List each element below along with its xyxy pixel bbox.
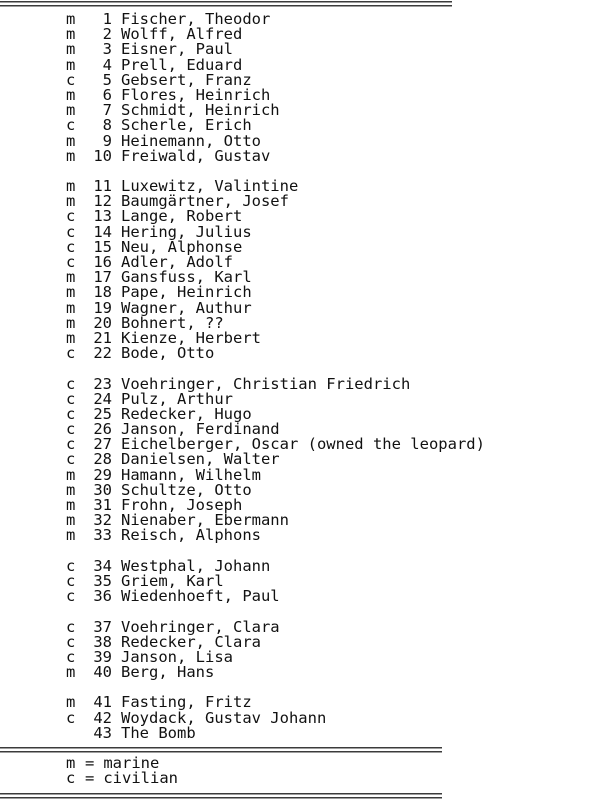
top-double-rule (0, 1, 452, 7)
entry-number: 7 (102, 101, 112, 120)
entry-type: c (66, 556, 76, 575)
entry-name: Bode, Otto (121, 344, 215, 363)
entry-name: Freiwald, Gustav (121, 146, 271, 165)
entry-number: 40 (93, 663, 112, 682)
entry-name: Wolff, Alfred (121, 25, 243, 44)
entry-number: 25 (93, 404, 112, 423)
entry-number: 12 (93, 192, 112, 211)
entry-number: 16 (93, 253, 112, 271)
entry-type: m (66, 298, 76, 317)
roster-entry (66, 665, 596, 680)
entry-type: m (66, 85, 76, 104)
entry-name: Reisch, Alphons (121, 526, 261, 545)
entry-type: c (66, 708, 76, 727)
entry-number: 5 (102, 70, 112, 89)
entry-number: 17 (93, 268, 112, 287)
roster-list (66, 12, 596, 756)
entry-type: m (66, 328, 76, 347)
entry-number: 31 (93, 496, 112, 514)
entry-type: c (66, 70, 76, 89)
legend-equals: = (85, 754, 95, 772)
entry-number: 38 (93, 632, 112, 651)
entry-number: 43 (93, 723, 112, 742)
entry-name: Eisner, Paul (121, 40, 233, 59)
entry-number: 15 (93, 237, 112, 256)
entry-number: 28 (93, 450, 112, 469)
legend-equals: = (85, 769, 95, 788)
entry-type: c (66, 587, 76, 606)
roster-group (66, 556, 596, 606)
legend-meaning: civilian (103, 769, 178, 788)
entry-type: m (66, 283, 76, 302)
entry-name: Eichelberger, Oscar (owned the leopard) (121, 435, 485, 454)
entry-type: c (66, 571, 76, 590)
entry-name: Schultze, Otto (121, 480, 252, 499)
entry-number: 2 (102, 25, 112, 44)
roster-group (66, 179, 596, 361)
entry-name: The Bomb (121, 723, 196, 742)
entry-type: m (66, 693, 76, 712)
entry-name: Griem, Karl (121, 571, 224, 590)
roster-entry (66, 346, 596, 361)
entry-type: m (66, 480, 76, 499)
entry-type: m (66, 663, 76, 682)
entry-number: 1 (102, 10, 112, 28)
entry-name: Pape, Heinrich (121, 283, 252, 302)
entry-name: Lange, Robert (121, 207, 243, 226)
entry-name: Woydack, Gustav Johann (121, 708, 327, 727)
roster-entry (66, 146, 596, 165)
entry-name: Pulz, Arthur (121, 389, 233, 408)
entry-number: 26 (93, 420, 112, 439)
entry-name: Fischer, Theodor (121, 10, 271, 28)
entry-type: m (66, 55, 76, 74)
entry-name: Schmidt, Heinrich (121, 101, 280, 120)
entry-type: m (66, 146, 76, 165)
roster-group (66, 695, 596, 741)
entry-name: Scherle, Erich (121, 116, 252, 135)
entry-number: 10 (93, 146, 112, 165)
entry-number: 14 (93, 222, 112, 241)
entry-number: 37 (93, 617, 112, 636)
entry-number: 22 (93, 344, 112, 363)
bottom-double-rule (0, 793, 442, 799)
roster-group (66, 12, 596, 164)
entry-number: 19 (93, 298, 112, 317)
entry-name: Heinemann, Otto (121, 131, 261, 150)
entry-name: Bohnert, ?? (121, 313, 224, 332)
entry-type: m (66, 177, 76, 196)
entry-name: Kienze, Herbert (121, 328, 261, 347)
entry-number: 36 (93, 587, 112, 606)
entry-name: Westphal, Johann (121, 556, 271, 575)
entry-name: Gebsert, Franz (121, 70, 252, 89)
entry-number: 34 (93, 556, 112, 575)
entry-type: m (66, 511, 76, 530)
entry-name: Gansfuss, Karl (121, 268, 252, 287)
entry-name: Hamann, Wilhelm (121, 465, 261, 484)
entry-number: 42 (93, 708, 112, 727)
entry-type: m (66, 313, 76, 332)
roster-group (66, 617, 596, 682)
entry-type: m (66, 268, 76, 287)
entry-type: c (66, 450, 76, 469)
roster-entry (66, 589, 596, 604)
legend (66, 756, 366, 786)
entry-name: Wiedenhoeft, Paul (121, 587, 280, 606)
entry-name: Adler, Adolf (121, 253, 233, 271)
entry-type: c (66, 647, 76, 666)
entry-number: 23 (93, 374, 112, 393)
entry-type: m (66, 526, 76, 545)
entry-type: c (66, 435, 76, 454)
entry-number: 32 (93, 511, 112, 530)
entry-name: Wagner, Authur (121, 298, 252, 317)
legend-symbol: m (66, 754, 76, 772)
entry-type: c (66, 344, 76, 363)
entry-type: m (66, 465, 76, 484)
entry-number: 20 (93, 313, 112, 332)
entry-name: Neu, Alphonse (121, 237, 243, 256)
entry-number: 9 (102, 131, 112, 150)
entry-name: Janson, Ferdinand (121, 420, 280, 439)
entry-type: c (66, 374, 76, 393)
entry-number: 4 (102, 55, 112, 74)
entry-name: Berg, Hans (121, 663, 215, 682)
entry-number: 6 (102, 85, 112, 104)
entry-type: m (66, 10, 76, 28)
entry-type: c (66, 420, 76, 439)
legend-meaning: marine (103, 754, 160, 772)
entry-type: c (66, 207, 76, 226)
entry-number: 21 (93, 328, 112, 347)
legend-symbol: c (66, 769, 76, 788)
entry-name: Hering, Julius (121, 222, 252, 241)
entry-name: Voehringer, Christian Friedrich (121, 374, 411, 393)
entry-type: m (66, 131, 76, 150)
entry-name: Frohn, Joseph (121, 496, 243, 514)
entry-type: c (66, 389, 76, 408)
entry-type: m (66, 101, 76, 120)
entry-number: 13 (93, 207, 112, 226)
entry-number: 30 (93, 480, 112, 499)
entry-type: m (66, 25, 76, 44)
entry-name: Luxewitz, Valintine (121, 177, 299, 196)
entry-name: Prell, Eduard (121, 55, 243, 74)
entry-number: 35 (93, 571, 112, 590)
entry-number: 41 (93, 693, 112, 712)
entry-type: c (66, 632, 76, 651)
roster-entry (66, 528, 596, 543)
entry-type: c (66, 404, 76, 423)
entry-number: 11 (93, 177, 112, 196)
entry-number: 29 (93, 465, 112, 484)
entry-number: 33 (93, 526, 112, 545)
entry-name: Redecker, Hugo (121, 404, 252, 423)
entry-type: m (66, 40, 76, 59)
entry-name: Nienaber, Ebermann (121, 511, 289, 530)
entry-name: Redecker, Clara (121, 632, 261, 651)
entry-name: Fasting, Fritz (121, 693, 252, 712)
entry-type: c (66, 253, 76, 271)
entry-type: m (66, 192, 76, 211)
entry-name: Danielsen, Walter (121, 450, 280, 469)
entry-type: c (66, 617, 76, 636)
entry-name: Flores, Heinrich (121, 85, 271, 104)
roster-group (66, 374, 596, 545)
entry-type: m (66, 496, 76, 514)
entry-name: Baumgärtner, Josef (121, 192, 289, 211)
legend-top-rule (0, 747, 442, 753)
entry-number: 8 (102, 116, 112, 135)
entry-number: 27 (93, 435, 112, 454)
entry-name: Janson, Lisa (121, 647, 233, 666)
entry-number: 39 (93, 647, 112, 666)
entry-type: c (66, 116, 76, 135)
entry-type: c (66, 237, 76, 256)
entry-name: Voehringer, Clara (121, 617, 280, 636)
legend-row (66, 771, 366, 786)
entry-number: 18 (93, 283, 112, 302)
entry-type: c (66, 222, 76, 241)
entry-number: 24 (93, 389, 112, 408)
roster-entry (66, 723, 596, 742)
entry-number: 3 (102, 40, 112, 59)
